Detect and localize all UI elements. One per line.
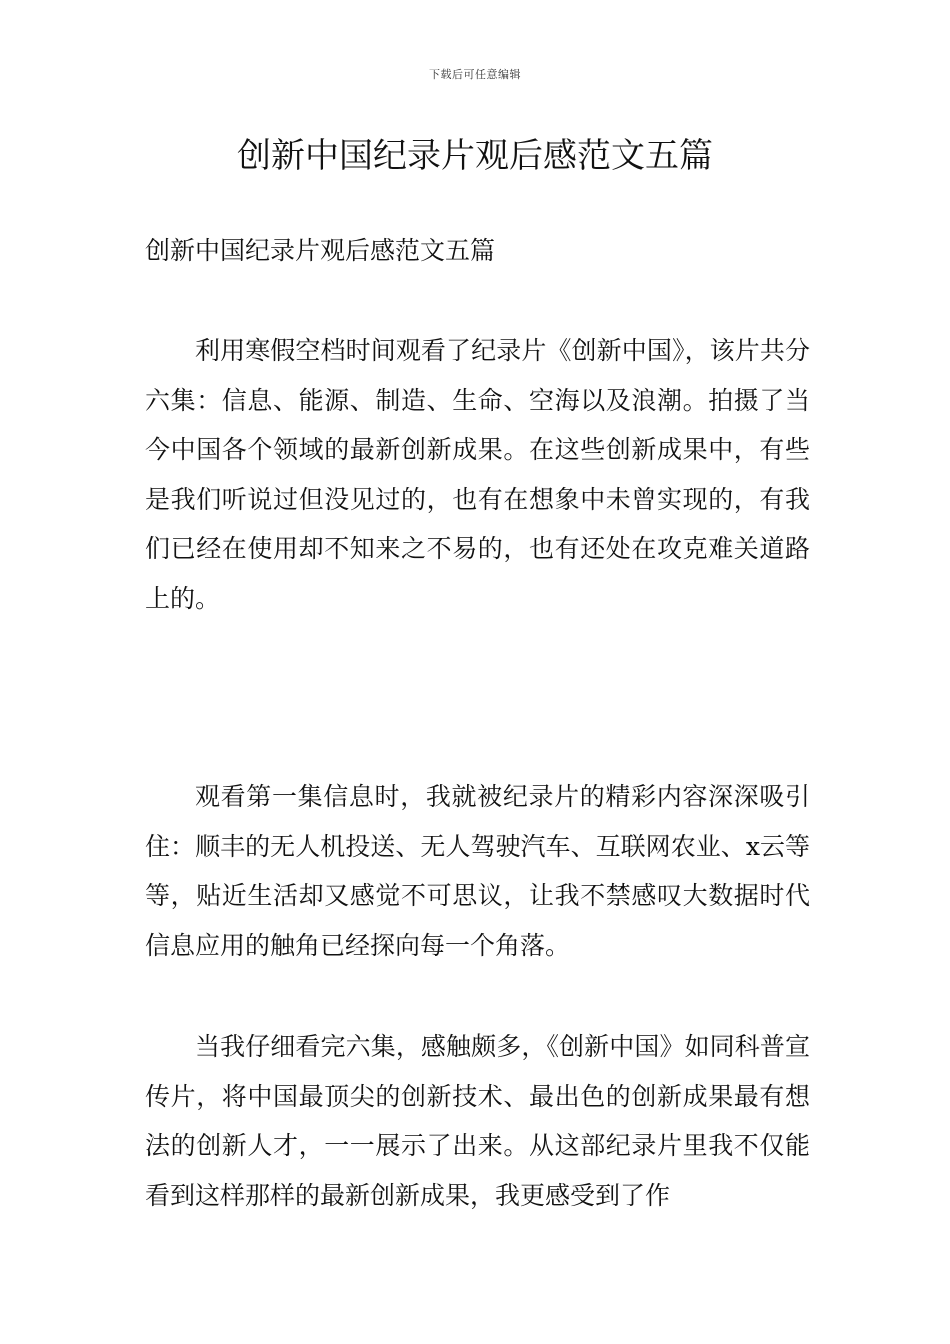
document-title: 创新中国纪录片观后感范文五篇 — [237, 136, 713, 176]
header-note: 下载后可任意编辑 — [429, 68, 521, 81]
paragraph-2: 观看第一集信息时，我就被纪录片的精彩内容深深吸引住：顺丰的无人机投送、无人驾驶汽车、互联网农业、x云等等，贴近生活却又感觉不可思议，让我不禁感叹大数据时代信息应用的触角已经探向每一个角落。 — [145, 782, 810, 960]
paragraph-1: 利用寒假空档时间观看了纪录片《创新中国》，该片共分六集：信息、能源、制造、生命、空海以及浪潮。拍摄了当今中国各个领域的最新创新成果。在这些创新成果中，有些是我们听说过但没见过的，也有在想象中未曾实现的，有我们已经在使用却不知来之不易的，也有还处在攻克难关道路上的。 — [145, 336, 810, 613]
document-subtitle: 创新中国纪录片观后感范文五篇 — [145, 236, 496, 265]
paragraph-3: 当我仔细看完六集，感触颇多，《创新中国》如同科普宣传片，将中国最顶尖的创新技术、最出色的创新成果最有想法的创新人才，一一展示了出来。从这部纪录片里我不仅能看到这样那样的最新创新成果，我更感受到了作 — [145, 1032, 810, 1210]
